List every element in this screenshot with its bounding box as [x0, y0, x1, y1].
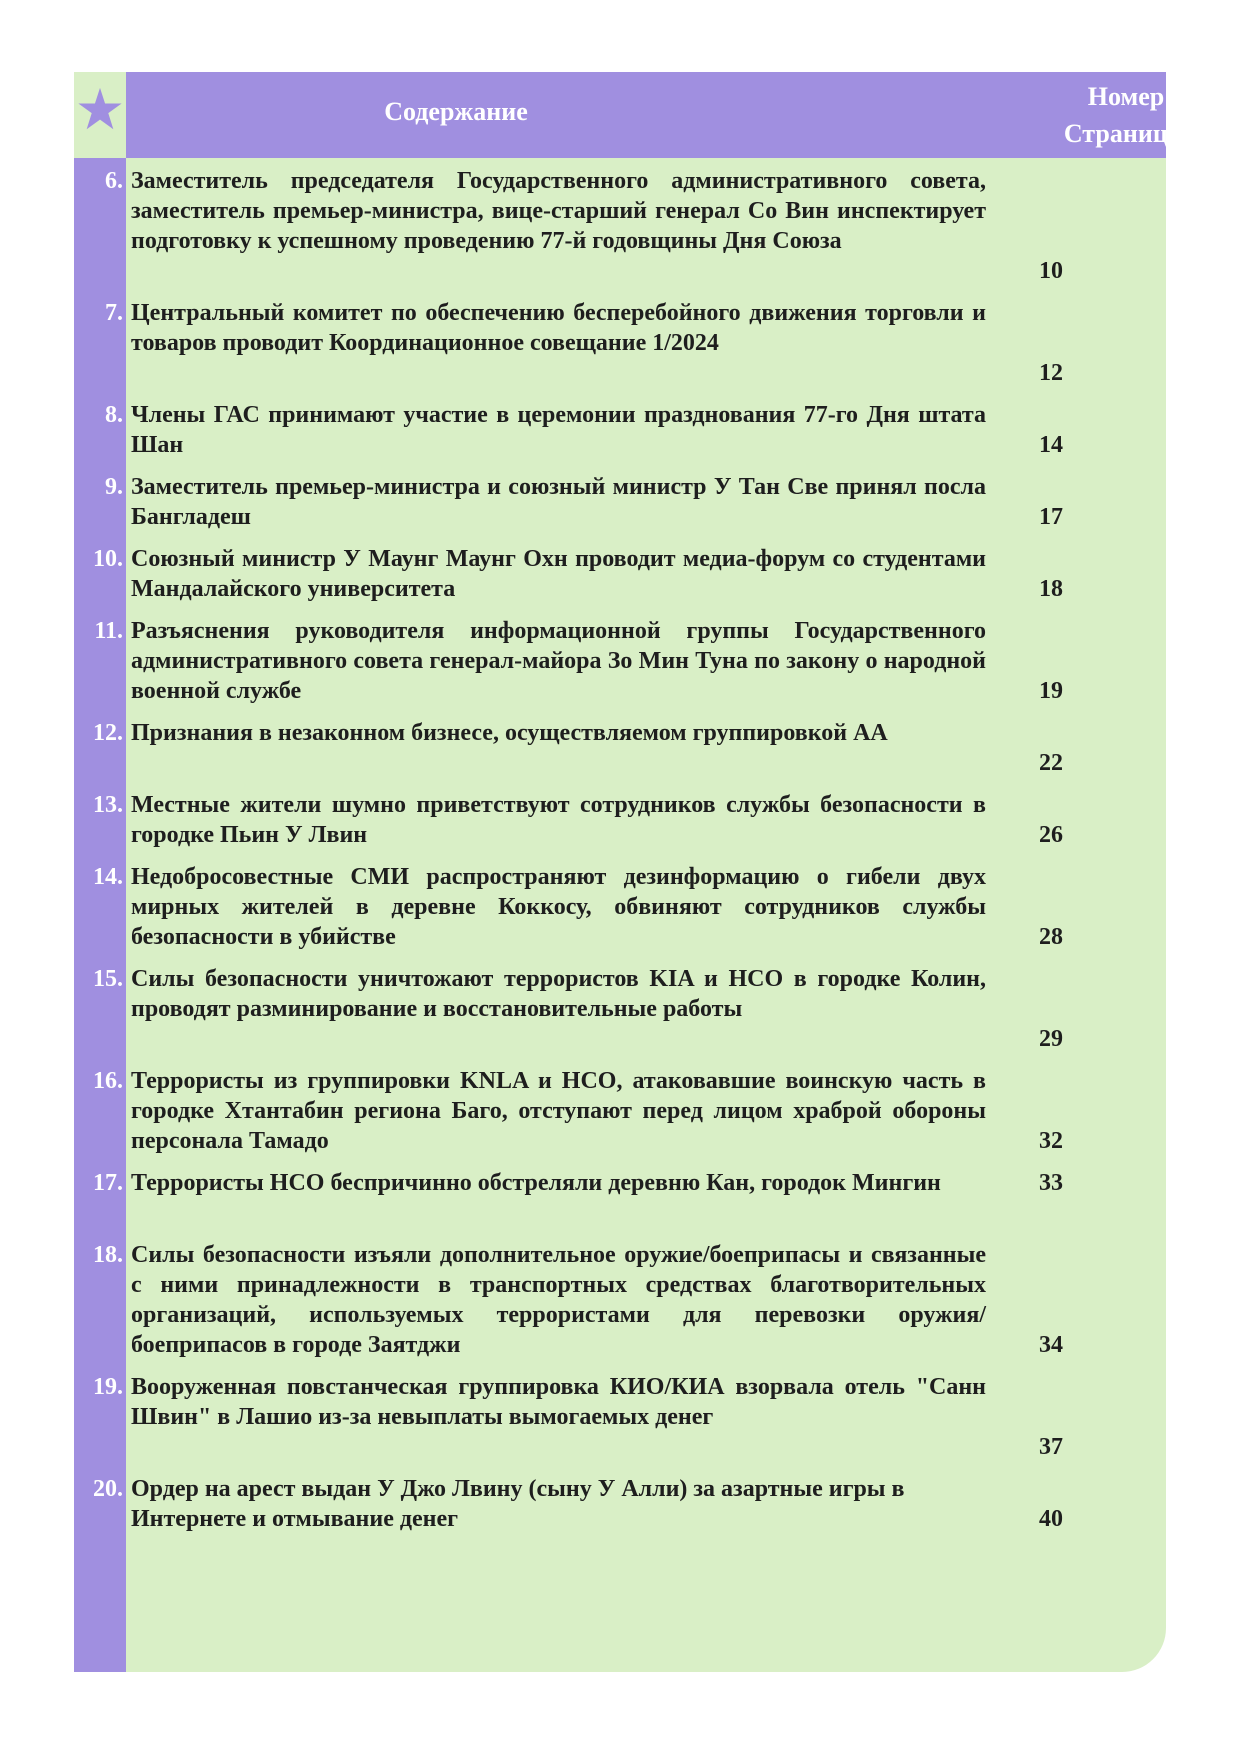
entry-title: Ордер на арест выдан У Джо Лвину (сыну У Алли) за азартные игры в Интернете и отмывание денег — [131, 1476, 905, 1532]
star-icon — [77, 86, 123, 132]
entry-title: Местные жители шумно приветствуют сотрудников службы безопасности в городке Пьин У Лвин — [131, 792, 986, 848]
entry-title: Силы безопасности уничтожают террористов KIA и НСО в городке Колин, проводят разминирование и восстановительные работы — [131, 966, 986, 1022]
entry-page: 28 — [1039, 924, 1063, 950]
entry-title: Недобросовестные СМИ распространяют дезинформацию о гибели двух мирных жителей в деревне Коккосу, обвиняют сотрудников службы безопасности в убийстве — [131, 864, 986, 950]
entry-page: 33 — [1039, 1170, 1063, 1196]
entry-page: 32 — [1039, 1128, 1063, 1154]
entry-page: 17 — [1039, 504, 1063, 530]
entry-page: 40 — [1039, 1506, 1063, 1532]
header-bar — [126, 72, 1189, 158]
entry-page: 34 — [1039, 1332, 1063, 1358]
entry-title: Террористы из группировки KNLA и НСО, атаковавшие воинскую часть в городке Хтантабин региона Баго, отступают перед лицом храброй обороны персонала Тамадо — [131, 1068, 986, 1154]
entry-title: Заместитель премьер-министра и союзный министр У Тан Све принял посла Бангладеш — [131, 474, 986, 530]
entry-page: 19 — [1039, 678, 1063, 704]
entry-number: 12. — [93, 720, 123, 746]
entry-title: Заместитель председателя Государственного административного совета, заместитель премьер-министра, вице-старший генерал Со Вин инспектирует подготовку к успешному проведению 77-й годовщины Дня Союза — [131, 168, 986, 254]
entry-number: 9. — [105, 474, 123, 500]
entry-page: 37 — [1039, 1434, 1063, 1460]
entry-page: 12 — [1039, 360, 1063, 386]
page-number-heading-line2: Страницы — [1063, 119, 1189, 148]
corner-box — [74, 72, 126, 158]
entry-title: Силы безопасности изъяли дополнительное оружие/боеприпасы и связанные с ними принадлежности в транспортных средствах благотворительных организаций, используемых террористами для перевозки оружия/боеприпасов в городе Заятджи — [131, 1242, 986, 1358]
entry-title: Центральный комитет по обеспечению бесперебойного движения торговли и товаров проводит Координационное совещание 1/2024 — [131, 300, 986, 356]
entry-page: 29 — [1039, 1026, 1063, 1052]
entry-number: 20. — [93, 1476, 123, 1502]
entry-number: 14. — [93, 864, 123, 890]
entry-page: 14 — [1039, 432, 1063, 458]
entry-number: 18. — [93, 1242, 123, 1268]
entry-page: 22 — [1039, 750, 1063, 776]
entry-number: 17. — [93, 1170, 123, 1196]
entry-page: 26 — [1039, 822, 1063, 848]
entry-page: 18 — [1039, 576, 1063, 602]
content-heading: Содержание — [384, 97, 528, 126]
entry-title: Террористы НСО беспричинно обстреляли деревню Кан, городок Мингин — [131, 1170, 941, 1196]
entry-number: 7. — [105, 300, 123, 326]
entry-title: Союзный министр У Маунг Маунг Охн проводит медиа-форум со студентами Мандалайского университета — [131, 546, 986, 602]
entry-number: 15. — [93, 966, 123, 992]
entry-title: Признания в незаконном бизнесе, осуществляемом группировкой АА — [131, 720, 888, 746]
page-number-heading — [1056, 78, 1196, 152]
entry-number: 19. — [93, 1374, 123, 1400]
entry-number: 10. — [93, 546, 123, 572]
page-number-heading-line1: Номер — [1087, 82, 1165, 111]
entry-number: 8. — [105, 402, 123, 428]
entry-title: Члены ГАС принимают участие в церемонии празднования 77-го Дня штата Шан — [131, 402, 986, 458]
entry-page: 10 — [1039, 258, 1063, 284]
entry-number: 13. — [93, 792, 123, 818]
table-of-contents — [74, 72, 1189, 1672]
entry-number: 16. — [93, 1068, 123, 1094]
entry-title: Вооруженная повстанческая группировка КИО/КИА взорвала отель "Санн Швин" в Лашио из-за невыплаты вымогаемых денег — [131, 1374, 986, 1430]
entry-number: 6. — [105, 168, 123, 194]
entry-number: 11. — [94, 618, 123, 644]
entry-title: Разъяснения руководителя информационной группы Государственного административного совета генерал-майора Зо Мин Туна по закону о народной военной службе — [131, 618, 986, 704]
